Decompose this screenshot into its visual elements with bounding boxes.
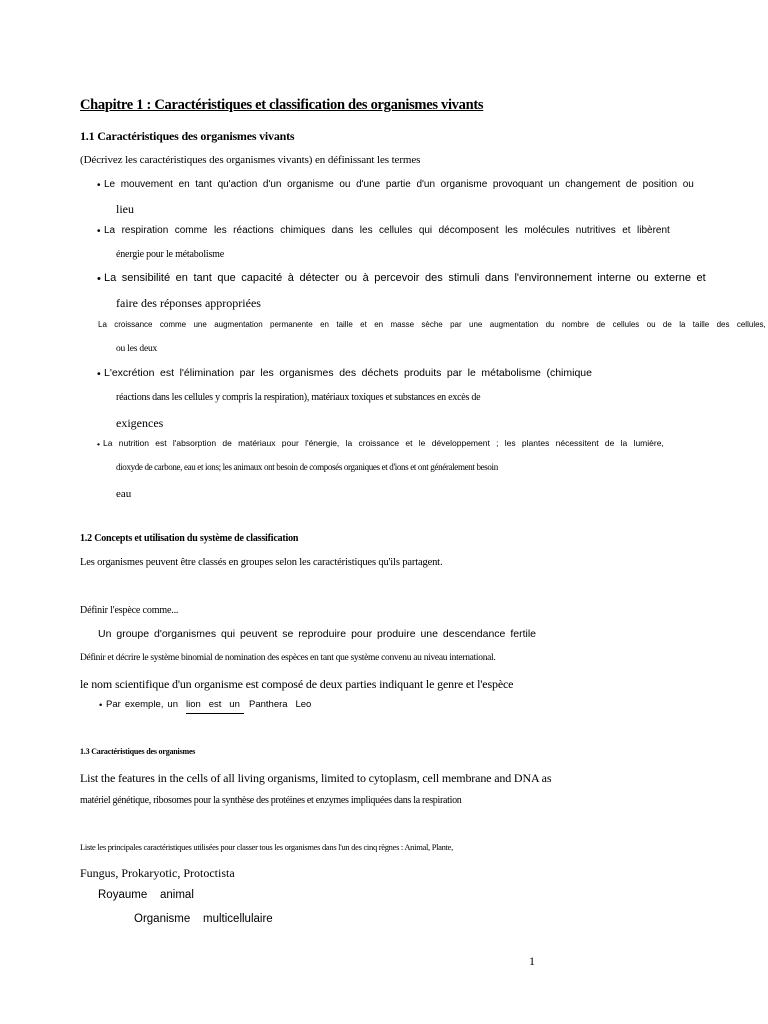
word: reproduire [298, 628, 347, 640]
word: augmentation [214, 320, 263, 329]
word: nutritives [575, 225, 616, 236]
word: de [625, 179, 638, 190]
word: cellules [612, 320, 640, 329]
word: masse [390, 320, 415, 329]
chapter-title: Chapitre 1 : Caractéristiques et classification des organismes vivants [80, 97, 484, 113]
word: des [425, 272, 443, 284]
word: la [679, 320, 686, 329]
word: La [104, 225, 116, 236]
word: développement [431, 438, 490, 448]
word: d'une [356, 179, 381, 190]
word: La [98, 320, 107, 329]
section-1-2-line-5: le nom scientifique d'un organisme est composé de deux parties indiquant le genre et l'espèce [80, 677, 514, 691]
word: de [662, 320, 672, 329]
word: et [696, 272, 706, 284]
word: tant [193, 272, 212, 284]
word: position [642, 179, 678, 190]
section-1-3-heading: 1.3 Caractéristiques des organismes [80, 747, 196, 756]
word: exemple, [124, 699, 164, 710]
word: peuvent [239, 628, 278, 640]
word: les [359, 225, 373, 236]
word: qu'action [217, 179, 258, 190]
word: à [287, 272, 294, 284]
bullet-nutrition-cont-1: dioxyde de carbone, eau et ions; les animaux ont besoin de composés organiques et d'ions et ont généralement besoin [116, 462, 498, 472]
word: permanente [270, 320, 313, 329]
word: stimuli [448, 272, 480, 284]
word: organisme [440, 179, 488, 190]
word: dans [485, 272, 509, 284]
word: ou [682, 179, 694, 190]
word: La [103, 438, 113, 448]
bullet-icon: • [97, 368, 101, 380]
bullet-nutrition-cont-2: eau [116, 488, 132, 500]
example-prefix [106, 700, 178, 710]
bullet-growth [98, 321, 766, 329]
word: nutrition [118, 438, 149, 448]
word: les [504, 438, 516, 448]
word: (chimique [546, 367, 592, 379]
word: d'un [416, 179, 436, 190]
word: augmentation [489, 320, 539, 329]
word: de [596, 320, 606, 329]
species-definition [98, 629, 536, 640]
word: décomposent [438, 225, 499, 236]
word: Un [98, 628, 112, 640]
bullet-movement [104, 180, 694, 190]
bullet-respiration [104, 226, 670, 236]
word: ou [344, 272, 358, 284]
word: d'organismes [153, 628, 217, 640]
section-1-3-line-2: matériel génétique, ribosomes pour la synthèse des protéines et enzymes impliquées dans la respiration [80, 795, 462, 806]
word: un [548, 179, 560, 190]
section-1-2-heading: 1.2 Concepts et utilisation du système de classification [80, 533, 299, 544]
word: sensibilité [121, 272, 171, 284]
section-1-1-heading: 1.1 Caractéristiques des organismes vivants [80, 129, 295, 143]
bullet-icon: • [97, 439, 100, 449]
word: des [339, 367, 357, 379]
word: nombre [561, 320, 589, 329]
word: l'énergie, [305, 438, 340, 448]
word: du [545, 320, 555, 329]
word: en [178, 179, 190, 190]
word: par [450, 320, 462, 329]
word: qui [221, 628, 236, 640]
word: par [446, 367, 463, 379]
word: taille [336, 320, 353, 329]
word: la [620, 438, 628, 448]
word: ou [339, 179, 351, 190]
section-1-2-line-1: Les organismes peuvent être classés en groupes selon les caractéristiques qu'ils partagent. [80, 557, 443, 568]
word: se [282, 628, 294, 640]
word: ou [636, 272, 649, 284]
word: l'absorption [172, 438, 217, 448]
word: changement [565, 179, 621, 190]
word: molécules [524, 225, 570, 236]
word: Le [104, 179, 116, 190]
bullet-sensitivity-cont: faire des réponses appropriées [116, 296, 261, 310]
word: une [420, 628, 438, 640]
word: fertile [510, 628, 536, 640]
word: le [418, 438, 426, 448]
word: le [467, 367, 476, 379]
word: ; [496, 438, 499, 448]
word: de [222, 438, 232, 448]
word: cellules, [736, 320, 766, 329]
word: est [155, 438, 167, 448]
word: lumière, [633, 438, 664, 448]
bullet-growth-cont: ou les deux [116, 344, 158, 354]
word: la [345, 438, 353, 448]
word: mouvement [120, 179, 173, 190]
example-suffix: Panthera Leo [249, 699, 312, 710]
word: taille [692, 320, 710, 329]
word: croissance [114, 320, 153, 329]
word: La [104, 272, 117, 284]
bullet-icon: • [97, 226, 101, 237]
word: par [239, 367, 255, 379]
word: une [193, 320, 207, 329]
word: percevoir [374, 272, 420, 284]
word: et [405, 438, 413, 448]
word: réactions [233, 225, 274, 236]
word: respiration [121, 225, 169, 236]
word: groupe [116, 628, 150, 640]
word: tant [195, 179, 212, 190]
bullet-movement-cont: lieu [116, 202, 134, 216]
bullet-excretion-cont-1: réactions dans les cellules y compris la respiration), matériaux toxiques et substances en excès de [116, 392, 481, 403]
section-1-2-line-4: Définir et décrire le système binomial de nomination des espèces en tant que système convenu au niveau international. [80, 653, 496, 663]
bullet-excretion-cont-2: exigences [116, 416, 164, 430]
word: une [469, 320, 483, 329]
word: des [716, 320, 730, 329]
bullet-nutrition [103, 439, 664, 448]
word: capacité [241, 272, 283, 284]
word: sèche [421, 320, 443, 329]
word: descendance [442, 628, 506, 640]
word: nécessitent [555, 438, 599, 448]
kingdom-animal: Royaume animal [98, 889, 194, 901]
word: et [360, 320, 367, 329]
word: organisme [287, 179, 334, 190]
word: comme [159, 320, 187, 329]
bullet-sensitivity [104, 273, 706, 284]
word: croissance [358, 438, 400, 448]
word: d'un [262, 179, 282, 190]
word: en [320, 320, 329, 329]
word: pour [351, 628, 373, 640]
word: libèrent [637, 225, 670, 236]
word: provoquant [492, 179, 543, 190]
word: L'excrétion [104, 367, 155, 379]
bullet-respiration-cont: énergie pour le métabolisme [116, 249, 224, 260]
section-1-2-line-2: Définir l'espèce comme... [80, 605, 179, 616]
word: ou [646, 320, 656, 329]
bullet-icon: • [97, 180, 101, 191]
word: pour [281, 438, 299, 448]
bullet-excretion [104, 368, 592, 379]
section-1-1-intro: (Décrivez les caractéristiques des organismes vivants) en définissant les termes [80, 154, 421, 166]
word: l'environnement [514, 272, 592, 284]
word: partie [385, 179, 411, 190]
word: organismes [279, 367, 334, 379]
multicellular-organism: Organisme multicellulaire [134, 913, 273, 925]
word: est [160, 367, 175, 379]
example-underlined: lion est un [186, 700, 244, 714]
word: en [374, 320, 384, 329]
word: déchets [361, 367, 399, 379]
word: les [505, 225, 518, 236]
word: les [260, 367, 274, 379]
bullet-icon: • [99, 700, 103, 711]
word: qui [418, 225, 433, 236]
word: produits [404, 367, 442, 379]
word: matériaux [238, 438, 276, 448]
word: plantes [521, 438, 550, 448]
section-1-3-line-3: Liste les principales caractéristiques utilisées pour classer tous les organismes dans l'un des cinq règnes : Animal, Plante, [80, 842, 453, 852]
section-1-3-line-4: Fungus, Prokaryotic, Protoctista [80, 866, 235, 880]
word: l'élimination [179, 367, 235, 379]
bullet-icon: • [97, 273, 101, 285]
page-number: 1 [529, 954, 535, 968]
word: dans [331, 225, 354, 236]
word: et [622, 225, 631, 236]
word: interne [597, 272, 631, 284]
word: à [362, 272, 369, 284]
word: les [213, 225, 227, 236]
word: un [167, 699, 178, 710]
word: métabolisme [481, 367, 541, 379]
word: de [604, 438, 615, 448]
word: produire [377, 628, 416, 640]
word: cellules [379, 225, 413, 236]
word: détecter [299, 272, 340, 284]
section-1-3-line-1: List the features in the cells of all living organisms, limited to cytoplasm, cell membrane and DNA as [80, 771, 552, 785]
word: externe [654, 272, 691, 284]
word: en [175, 272, 188, 284]
word: que [217, 272, 236, 284]
word: comme [174, 225, 208, 236]
word: Par [106, 699, 121, 710]
word: chimiques [280, 225, 326, 236]
